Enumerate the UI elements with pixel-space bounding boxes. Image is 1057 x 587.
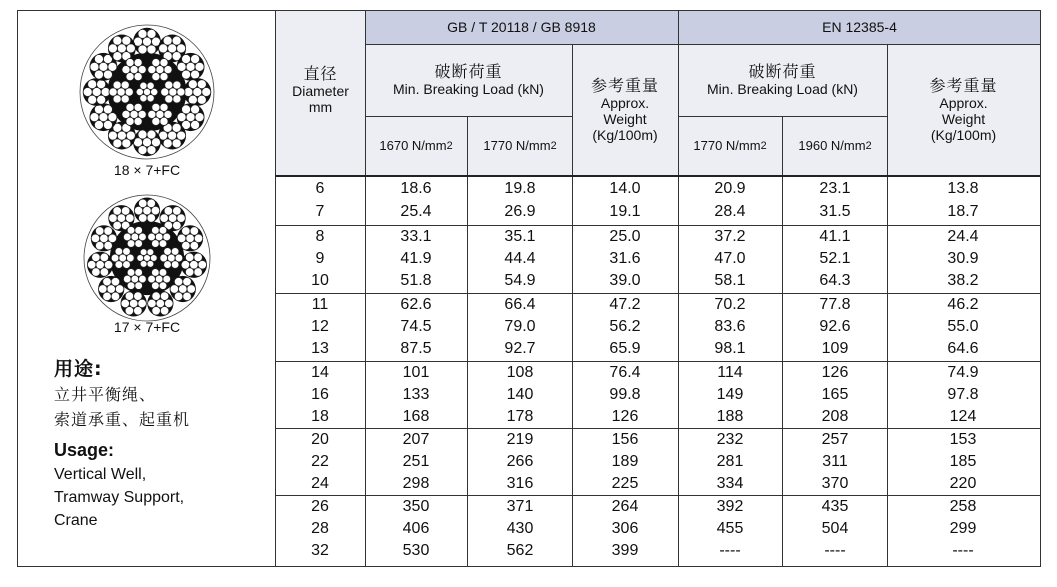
g2-grade-1-label: 1770 N/mm [693,137,761,153]
value-cell: 208 [821,408,849,425]
value-cell: 23.1 [819,180,851,197]
value-cell: 87.5 [400,340,432,357]
rope-18x7-caption: 18 × 7+FC [113,162,181,178]
g1-grade-1-sup: 2 [446,139,453,152]
value-cell: 79.0 [504,318,536,335]
g2-grade-2-label: 1960 N/mm [798,137,866,153]
g1-grade-1-label: 1670 N/mm [379,137,447,153]
value-cell: 207 [402,431,430,448]
value-cell: 64.3 [819,272,851,289]
diameter-cell: 7 [315,203,325,220]
usage-line-en-3: Crane [54,512,98,529]
value-cell: 74.9 [947,364,979,381]
value-cell: 311 [822,453,848,470]
g1-mbl-header [365,50,572,110]
value-cell: 51.8 [400,272,432,289]
usage-title-en: Usage: [54,440,115,460]
value-cell: 41.1 [819,228,851,245]
value-cell: 25.4 [400,203,432,220]
diameter-cell: 24 [311,475,329,492]
g1-mbl-header-cn: 破断荷重 [434,61,503,81]
value-cell: 455 [716,520,744,537]
value-cell: 350 [402,498,430,515]
diameter-header-en: Diameter [292,83,349,100]
g2-mbl-header-cn: 破断荷重 [748,61,817,81]
value-cell: 258 [949,498,977,515]
usage-line-cn-2: 索道承重、起重机 [54,410,191,429]
value-cell: 65.9 [609,340,641,357]
value-cell: 126 [611,408,639,425]
value-cell: 76.4 [609,364,641,381]
value-cell: 55.0 [947,318,979,335]
usage-title-cn: 用途: [54,358,103,380]
value-cell: 46.2 [947,296,979,313]
diameter-cell: 22 [311,453,329,470]
value-cell: 39.0 [609,272,641,289]
g2-grade-2-header [783,117,887,175]
value-cell: ---- [719,542,741,559]
group-line-1 [275,225,1040,226]
value-cell: 101 [402,364,430,381]
g2-grade-1-header [678,117,782,175]
group-line-2 [275,293,1040,294]
usage-line-cn-1: 立井平衡绳、 [54,385,157,404]
left-panel [17,10,275,567]
value-cell: 316 [506,475,534,492]
value-cell: 108 [506,364,534,381]
value-cell: 165 [821,386,849,403]
value-cell: 392 [716,498,744,515]
value-cell: 52.1 [819,250,851,267]
value-cell: 124 [949,408,977,425]
value-cell: 189 [611,453,639,470]
value-cell: 47.0 [714,250,746,267]
value-cell: 92.6 [819,318,851,335]
value-cell: 70.2 [714,296,746,313]
value-cell: 219 [506,431,534,448]
value-cell: 38.2 [947,272,979,289]
value-cell: 225 [611,475,639,492]
value-cell: 435 [821,498,849,515]
value-cell: 77.8 [819,296,851,313]
value-cell: 56.2 [609,318,641,335]
value-cell: 156 [611,431,639,448]
value-cell: 25.0 [609,228,641,245]
group-line-5 [275,495,1040,496]
value-cell: 264 [611,498,639,515]
value-cell: 19.1 [609,203,641,220]
diameter-header-background [276,11,365,44]
g1-grade-2-sup: 2 [550,139,557,152]
std1-header: GB / T 20118 / GB 8918 [447,19,596,36]
value-cell: 99.8 [609,386,641,403]
g2-grade-2-sup: 2 [865,139,872,152]
usage-line-en-2: Tramway Support, [54,489,185,506]
col-line-g2c1 [782,116,783,567]
value-cell: 98.1 [714,340,746,357]
diameter-cell: 9 [315,250,325,267]
value-cell: 44.4 [504,250,536,267]
value-cell: 41.9 [400,250,432,267]
value-cell: 126 [821,364,849,381]
g1-weight-header-cn: 参考重量 [590,75,659,95]
diameter-cell: 13 [311,340,329,357]
value-cell: 97.8 [947,386,979,403]
value-cell: 13.8 [947,180,979,197]
value-cell: 54.9 [504,272,536,289]
diameter-cell: 12 [311,318,329,335]
value-cell: 232 [716,431,744,448]
g2-weight-header-en3: (Kg/100m) [930,127,997,144]
value-cell: 26.9 [504,203,536,220]
value-cell: 266 [506,453,534,470]
usage-line-en-1: Vertical Well, [54,466,147,483]
value-cell: 149 [716,386,744,403]
value-cell: 306 [611,520,639,537]
g1-weight-header-en2: Weight [603,111,647,128]
diameter-cell: 20 [311,431,329,448]
diameter-cell: 11 [311,296,329,313]
value-cell: 19.8 [504,180,536,197]
value-cell: 47.2 [609,296,641,313]
diameter-cell: 16 [311,386,329,403]
value-cell: 153 [949,431,977,448]
value-cell: 109 [821,340,849,357]
value-cell: 299 [949,520,977,537]
value-cell: 20.9 [714,180,746,197]
value-cell: 64.6 [947,340,979,357]
value-cell: 58.1 [714,272,746,289]
value-cell: 220 [949,475,977,492]
value-cell: 33.1 [400,228,432,245]
value-cell: 430 [506,520,534,537]
g2-weight-header-en2: Weight [941,111,986,128]
value-cell: 406 [402,520,430,537]
diameter-cell: 14 [311,364,329,381]
rope-17x7-cross-section [83,194,211,322]
value-cell: 35.1 [504,228,536,245]
diameter-cell: 28 [311,520,329,537]
value-cell: 504 [821,520,849,537]
row-line-std-bottom [365,44,1040,45]
value-cell: 30.9 [947,250,979,267]
value-cell: 24.4 [947,228,979,245]
value-cell: 31.6 [609,250,641,267]
value-cell: 530 [402,542,430,559]
g1-weight-header-en1: Approx. [600,95,650,112]
value-cell: 37.2 [714,228,746,245]
value-cell: 62.6 [400,296,432,313]
value-cell: 298 [402,475,430,492]
g1-grade-2-label: 1770 N/mm [483,137,551,153]
g2-weight-header-en1: Approx. [939,95,988,112]
value-cell: 178 [506,408,534,425]
value-cell: 185 [949,453,977,470]
diameter-header-unit: mm [308,99,333,116]
group-line-3 [275,361,1040,362]
col-line-g1c1 [467,116,468,567]
value-cell: 562 [506,542,534,559]
value-cell: 18.6 [400,180,432,197]
g2-weight-header-cn: 参考重量 [929,75,998,95]
g1-grade-1-header [365,117,467,175]
value-cell: ---- [952,542,974,559]
diameter-cell: 6 [315,180,325,197]
g2-grade-1-sup: 2 [760,139,767,152]
value-cell: 168 [402,408,430,425]
diameter-cell: 10 [311,272,329,289]
value-cell: 66.4 [504,296,536,313]
header-bottom-line [275,175,1040,177]
diameter-cell: 18 [311,408,329,425]
group-line-4 [275,428,1040,429]
value-cell: 133 [402,386,430,403]
diameter-header-cn: 直径 [303,63,338,83]
g1-mbl-header-en: Min. Breaking Load (kN) [393,81,544,98]
value-cell: 114 [717,364,743,381]
g2-mbl-header-en: Min. Breaking Load (kN) [707,81,858,98]
diameter-header [276,55,365,125]
value-cell: ---- [824,542,846,559]
value-cell: 188 [716,408,744,425]
g1-weight-header-en3: (Kg/100m) [592,127,658,144]
rope-17x7-caption: 17 × 7+FC [113,319,181,335]
value-cell: 31.5 [819,203,851,220]
rope-18x7-cross-section [79,24,215,160]
diameter-cell: 26 [311,498,329,515]
value-cell: 140 [506,386,534,403]
std2-header: EN 12385-4 [822,19,897,36]
value-cell: 18.7 [947,203,979,220]
g2-mbl-header [678,50,887,110]
value-cell: 334 [716,475,744,492]
g1-grade-2-header [468,117,572,175]
value-cell: 251 [402,453,430,470]
value-cell: 92.7 [504,340,536,357]
value-cell: 74.5 [400,318,432,335]
value-cell: 371 [506,498,534,515]
value-cell: 399 [611,542,639,559]
g1-weight-header [572,65,678,155]
value-cell: 281 [716,453,744,470]
g2-weight-header [887,65,1040,155]
value-cell: 14.0 [609,180,641,197]
value-cell: 83.6 [714,318,746,335]
diameter-cell: 32 [311,542,329,559]
diameter-cell: 8 [315,228,325,245]
value-cell: 257 [821,431,849,448]
value-cell: 28.4 [714,203,746,220]
value-cell: 370 [821,475,849,492]
